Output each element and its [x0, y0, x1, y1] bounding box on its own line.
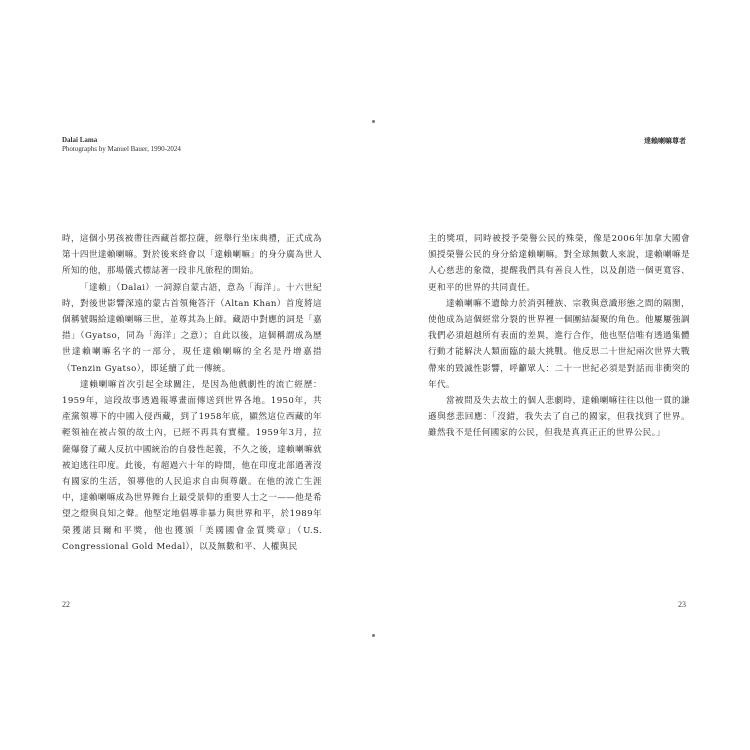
- running-header-right: 達賴喇嘛尊者: [644, 136, 686, 145]
- gutter-mark-bottom: [372, 634, 375, 637]
- header-book-subtitle: Photographs by Manuel Bauer, 1990-2024: [62, 145, 181, 153]
- page-number-right: 23: [678, 600, 686, 609]
- right-paragraph-1: 主的獎項，同時被授予榮譽公民的殊榮，像是2006年加拿大國會頒授榮譽公民的身分給達賴喇嘛。對全球無數人來說，達賴喇嘛是人心慈悲的象徵，提醒我們具有善良人性，以及創造一個更寬容、更和平的世界的共同責任。: [428, 234, 690, 293]
- left-paragraph-2: 「達賴」（Dalai）一詞源自蒙古語，意為「海洋」。十六世紀時，對後世影響深遠的蒙古首領俺答汗（Altan Khan）首度將這個稱號賜給達賴喇嘛三世，並尊其為上師。藏語中對應的詞是「嘉措」（Gyatso，同為「海洋」之意）；自此以後，這個稱謂成為歷世達賴喇嘛名字的一部分，現任達賴喇嘛的全名是丹增嘉措（Tenzin Gyatso），即延續了此一傳統。: [62, 282, 322, 374]
- running-header-left: [62, 136, 262, 154]
- left-page-body: [62, 231, 322, 555]
- right-paragraph-3: 當被問及失去故土的個人悲劇時，達賴喇嘛往往以他一貫的謙遜與慈悲回應：「沒錯，我失去了自己的國家，但我找到了世界。雖然我不是任何國家的公民，但我是真真正正的世界公民。」: [428, 396, 690, 439]
- right-page-body: [428, 231, 690, 442]
- left-paragraph-1: 時，這個小男孩被帶往西藏首都拉薩，經舉行坐床典禮，正式成為第十四世達賴喇嘛。對於後來終會以「達賴喇嘛」的身分廣為世人所知的他，那場儀式標誌著一段非凡旅程的開始。: [62, 234, 322, 277]
- page-number-left: 22: [62, 600, 70, 609]
- header-book-title: Dalai Lama: [62, 136, 98, 144]
- left-paragraph-3: 達賴喇嘛首次引起全球關注，是因為他戲劇性的流亡經歷：1959年，這段故事透過報導畫面傳送到世界各地。1950年，共產黨領導下的中國入侵西藏，到了1958年底，顯然這位西藏的年輕領袖在被占領的故土內，已經不再具有實權。1959年3月，拉薩爆發了藏人反抗中國統治的自發性起義，不久之後，達賴喇嘛就被迫逃往印度。此後，有超過六十年的時間，他在印度北部過著沒有國家的生活，領導他的人民追求自由與尊嚴。在他的流亡生涯中，達賴喇嘛成為世界舞台上最受景仰的重要人士之一——他是希望之燈與良知之聲。他堅定地倡導非暴力與世界和平，於1989年榮獲諾貝爾和平獎，他也獲頒「美國國會金質獎章」（U.S. Congressional Gold Medal），以及無數和平、人權與民: [62, 379, 322, 552]
- gutter-mark-top: [372, 120, 375, 123]
- right-paragraph-2: 達賴喇嘛不遺餘力於消弭種族、宗教與意識形態之間的隔閡，使他成為這個經常分裂的世界裡一個團結凝聚的角色。他屢屢強調我們必須超越所有表面的差異，進行合作，他也堅信唯有透過集體行動才能解決人類面臨的最大挑戰。他反思二十世紀兩次世界大戰帶來的毀滅性影響，呼籲眾人：二十一世紀必須是對話而非衝突的年代。: [428, 298, 690, 390]
